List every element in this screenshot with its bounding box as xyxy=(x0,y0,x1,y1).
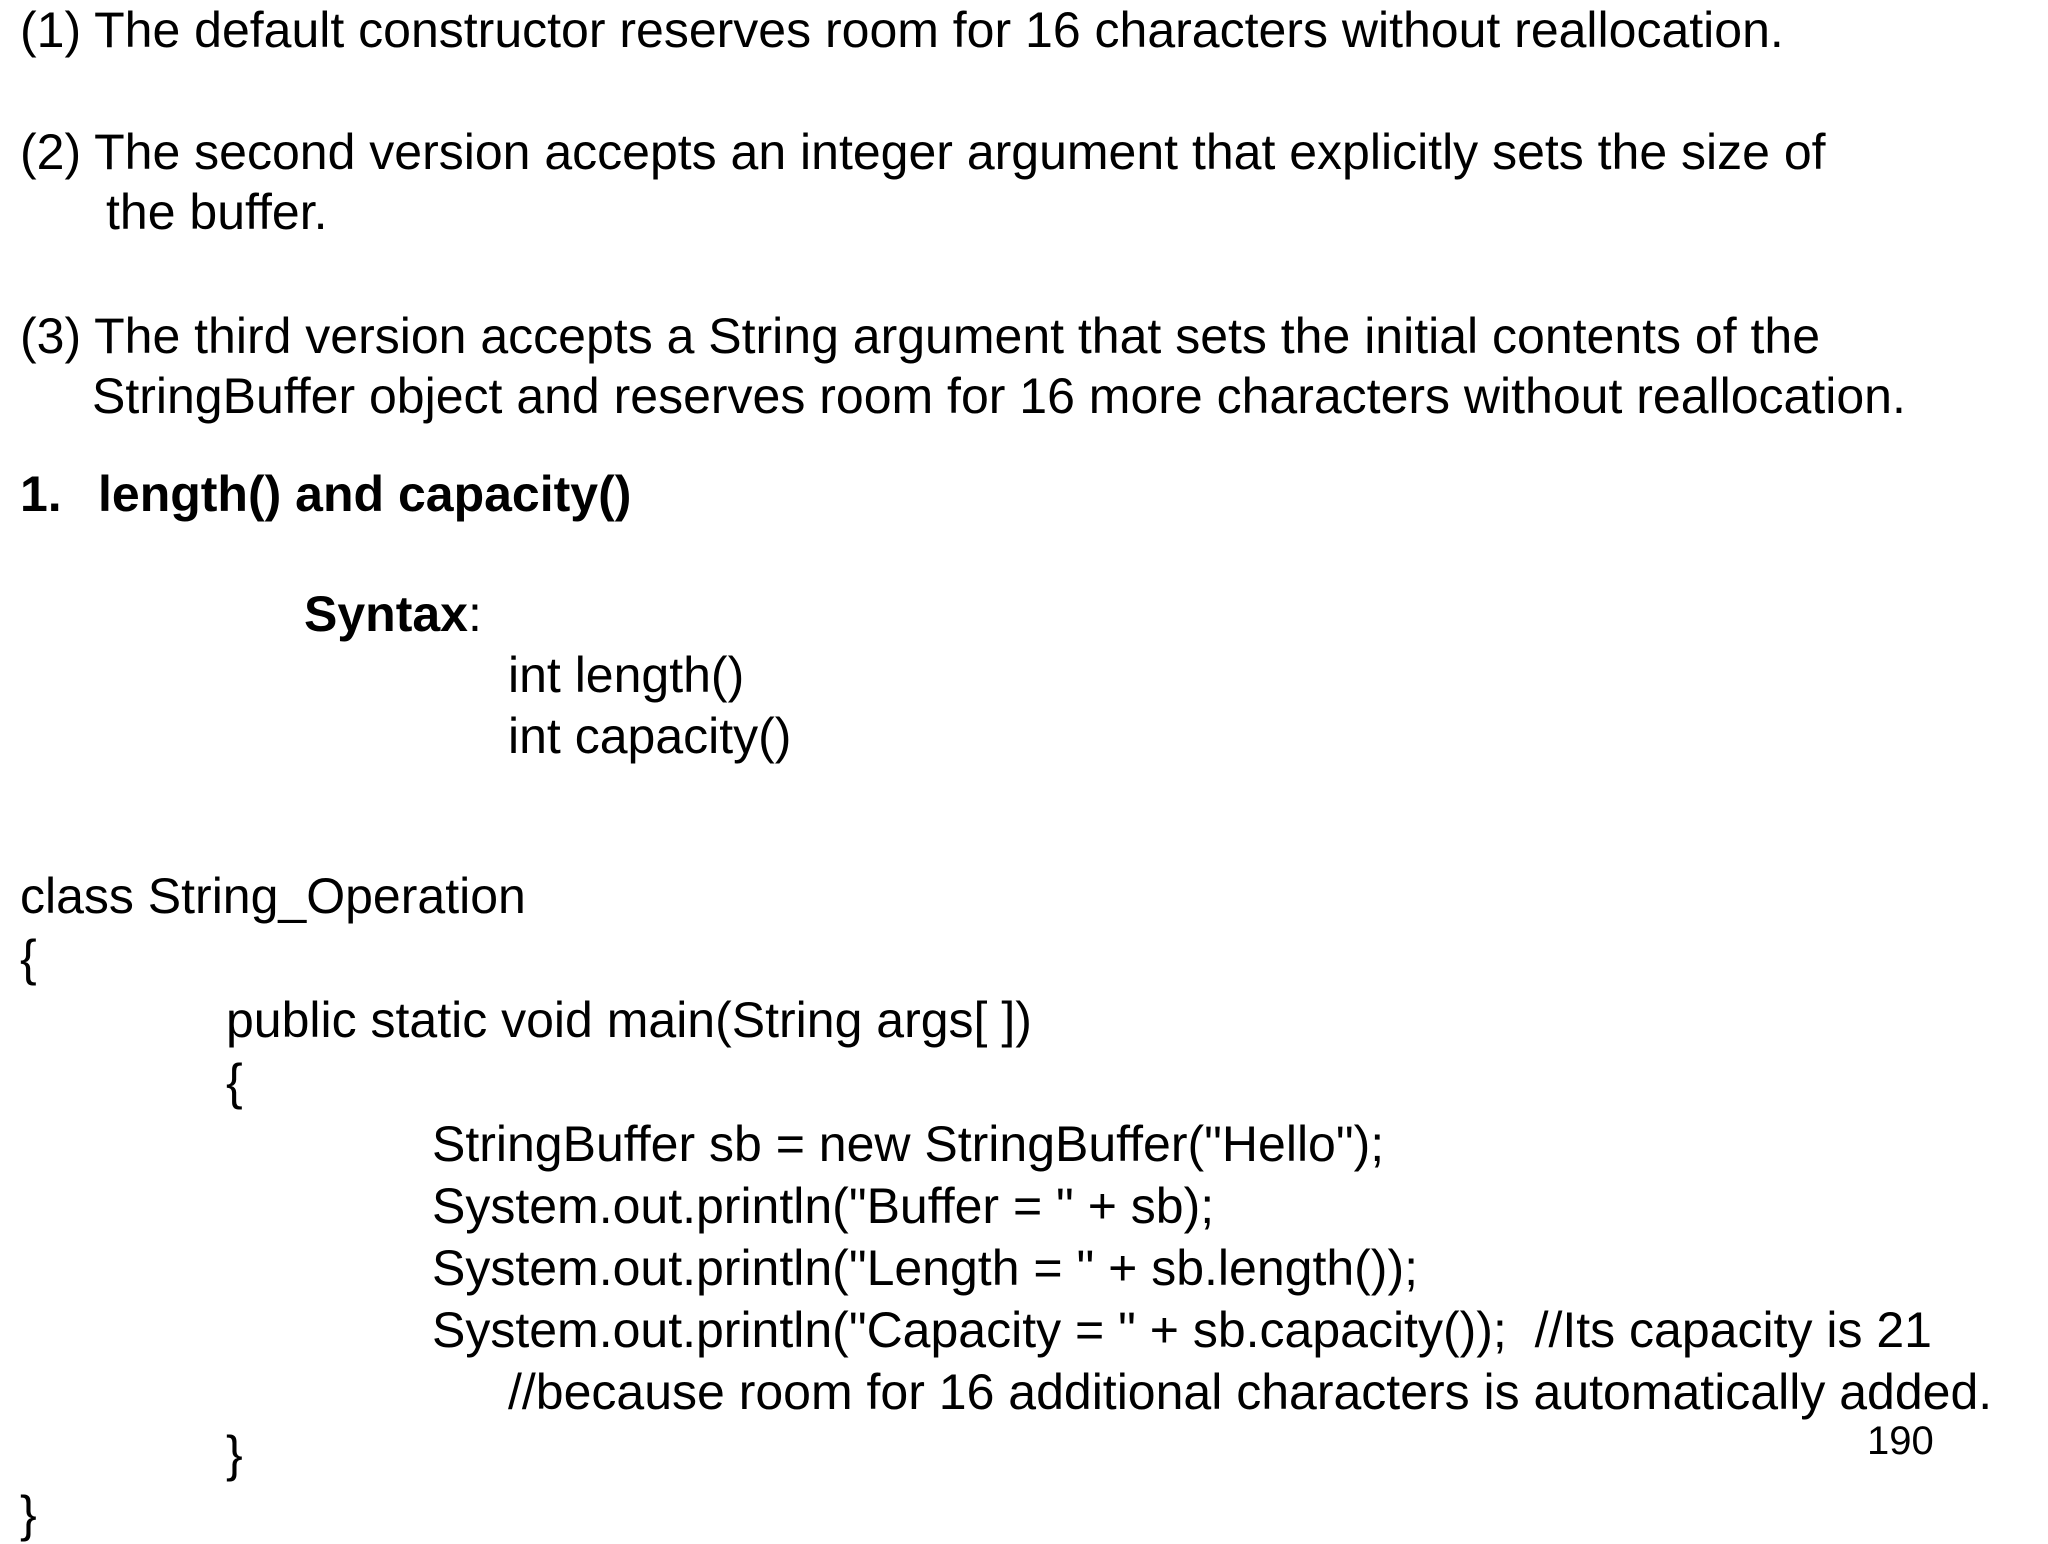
code-line-class-declaration: class String_Operation xyxy=(20,868,526,924)
code-line-main-open-brace: { xyxy=(226,1054,243,1110)
paragraph-second-version-line-1: (2) The second version accepts an integer argument that explicitly sets the size of xyxy=(20,124,1826,180)
section-heading: length() and capacity() xyxy=(98,466,632,522)
syntax-label: Syntax xyxy=(304,586,468,642)
page-number: 190 xyxy=(1867,1419,1934,1463)
paragraph-third-version-line-2: StringBuffer object and reserves room for 16 more characters without reallocation. xyxy=(92,368,1906,424)
code-line-class-open-brace: { xyxy=(20,930,37,986)
syntax-label-row xyxy=(304,584,482,644)
code-line-main-signature: public static void main(String args[ ]) xyxy=(226,992,1032,1048)
code-line-print-capacity: System.out.println("Capacity = " + sb.capacity()); //Its capacity is 21 xyxy=(432,1302,1932,1358)
paragraph-default-constructor: (1) The default constructor reserves room for 16 characters without reallocation. xyxy=(20,2,1784,58)
code-line-new-stringbuffer: StringBuffer sb = new StringBuffer("Hello"); xyxy=(432,1116,1385,1172)
section-number: 1. xyxy=(20,466,62,522)
syntax-line-capacity: int capacity() xyxy=(508,708,792,764)
code-line-print-length: System.out.println("Length = " + sb.length()); xyxy=(432,1240,1418,1296)
code-line-print-buffer: System.out.println("Buffer = " + sb); xyxy=(432,1178,1215,1234)
code-line-main-close-brace: } xyxy=(226,1426,243,1482)
paragraph-third-version-line-1: (3) The third version accepts a String argument that sets the initial contents of the xyxy=(20,308,1821,364)
paragraph-second-version-line-2: the buffer. xyxy=(106,184,328,240)
syntax-line-length: int length() xyxy=(508,647,745,703)
code-line-comment: //because room for 16 additional characters is automatically added. xyxy=(508,1364,1993,1420)
syntax-colon: : xyxy=(467,586,482,642)
code-line-class-close-brace: } xyxy=(20,1486,37,1542)
